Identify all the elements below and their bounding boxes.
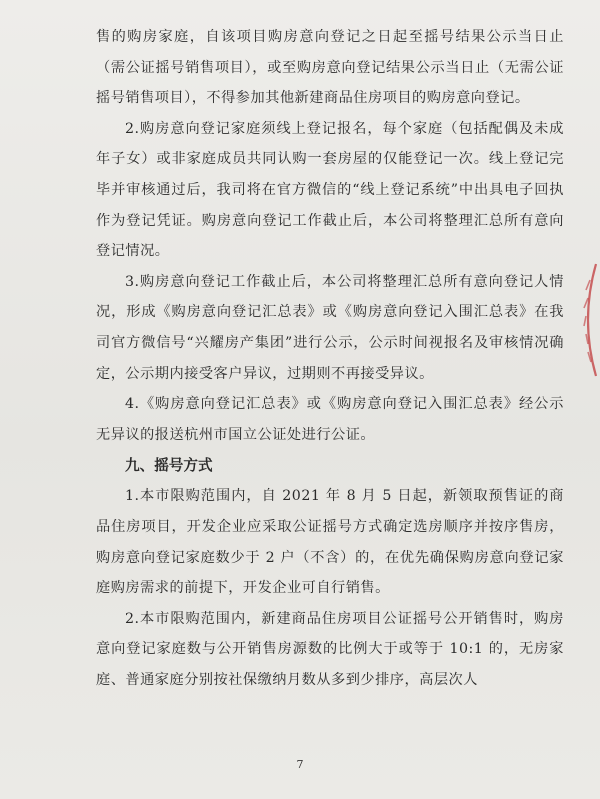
- paragraph-4: 4.《购房意向登记汇总表》或《购房意向登记入围汇总表》经公示无异议的报送杭州市国立公证处进行公证。: [96, 396, 564, 443]
- paragraph-1: 售的购房家庭，自该项目购房意向登记之日起至摇号结果公示当日止（需公证摇号销售项目），或至购房意向登记结果公示当日止（无需公证摇号销售项目），不得参加其他新建商品住房项目的购房意向登记。: [96, 29, 564, 107]
- paragraph-2: 2.购房意向登记家庭须线上登记报名，每个家庭（包括配偶及未成年子女）或非家庭成员共同认购一套房屋的仅能登记一次。线上登记完毕并审核通过后，我司将在官方微信的“线上登记系统”中出具电子回执作为登记凭证。购房意向登记工作截止后，本公司将整理汇总所有意向登记情况。: [96, 120, 564, 260]
- document-body: [96, 22, 564, 695]
- paragraph-3: 3.购房意向登记工作截止后，本公司将整理汇总所有意向登记人情况，形成《购房意向登记汇总表》或《购房意向登记入围汇总表》在我司官方微信号“兴耀房产集团”进行公示，公示时间视报名及审核情况确定，公示期内接受客户异议，过期则不再接受异议。: [96, 273, 564, 382]
- seal-edge-stamp: [576, 260, 598, 380]
- paragraph-5: 1.本市限购范围内，自 2021 年 8 月 5 日起，新领取预售证的商品住房项目，开发企业应采取公证摇号方式确定选房顺序并按序售房，购房意向登记家庭数少于 2 户（不含）的，在优先确保购房意向登记家庭购房需求的前提下，开发企业可自行销售。: [96, 488, 564, 597]
- section-heading: 九、摇号方式: [125, 457, 213, 475]
- paragraph-6: 2.本市限购范围内，新建商品住房项目公证摇号公开销售时，购房意向登记家庭数与公开销售房源数的比例大于或等于 10:1 的，无房家庭、普通家庭分别按社保缴纳月数从多到少排序，高层次人: [96, 610, 564, 688]
- page-number: 7: [296, 758, 304, 771]
